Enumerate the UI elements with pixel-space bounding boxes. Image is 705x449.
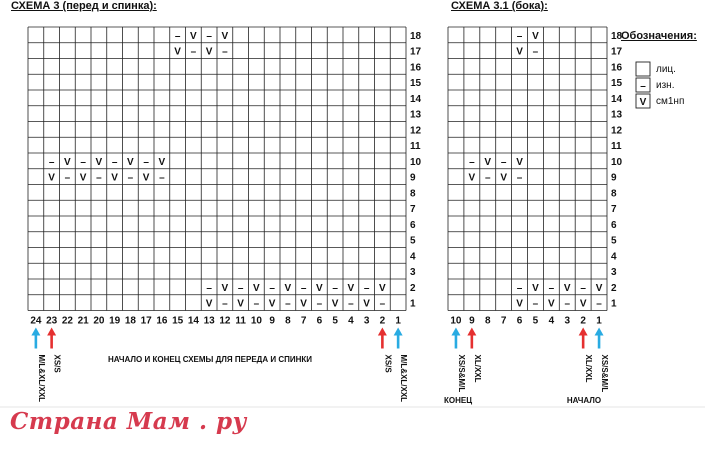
chart1-stitch-symbol: – bbox=[143, 156, 149, 168]
chart1-stitch-symbol: V bbox=[221, 282, 229, 294]
chart2-stitch-symbol: – bbox=[469, 156, 475, 168]
chart1-stitch-symbol: V bbox=[142, 172, 150, 184]
chart1-stitch-symbol: – bbox=[206, 282, 212, 294]
chart1-row-label: 18 bbox=[410, 30, 422, 42]
chart2-arrow-head bbox=[595, 328, 604, 336]
chart1-stitch-symbol: – bbox=[253, 298, 260, 310]
chart1-col-label: 12 bbox=[219, 315, 231, 327]
legend-item-knit-label: лиц. bbox=[656, 64, 676, 75]
chart2-stitch-symbol: V bbox=[516, 156, 523, 168]
chart1-stitch-symbol: – bbox=[190, 46, 197, 58]
chart1-stitch-symbol: – bbox=[64, 172, 71, 184]
chart2-row-label: 4 bbox=[611, 251, 617, 263]
chart2-row-label: 17 bbox=[611, 46, 623, 58]
chart1-row-label: 11 bbox=[410, 141, 421, 153]
chart2-row-label: 15 bbox=[611, 78, 623, 90]
chart1-stitch-symbol: V bbox=[316, 282, 323, 294]
chart1-row-label: 15 bbox=[410, 78, 422, 90]
chart1-col-label: 20 bbox=[93, 315, 105, 327]
chart1-stitch-symbol: – bbox=[48, 156, 55, 168]
chart1-stitch-symbol: V bbox=[284, 282, 292, 294]
chart2-row-label: 6 bbox=[611, 219, 617, 231]
chart2-col-label: 5 bbox=[532, 315, 539, 327]
chart1-col-label: 4 bbox=[348, 315, 354, 327]
chart1-col-label: 15 bbox=[172, 315, 184, 327]
chart2-row-label: 12 bbox=[611, 125, 623, 137]
chart2-row-label: 5 bbox=[611, 235, 617, 247]
chart1-stitch-symbol: – bbox=[237, 282, 244, 294]
chart1-row-label: 2 bbox=[410, 282, 416, 294]
chart1-stitch-symbol: V bbox=[300, 298, 307, 310]
chart2-col-label: 2 bbox=[580, 315, 586, 327]
chart1-row-label: 14 bbox=[410, 93, 422, 105]
chart1-stitch-symbol: V bbox=[347, 282, 355, 294]
chart2-stitch-symbol: – bbox=[516, 30, 523, 42]
chart1-stitch-symbol: V bbox=[127, 156, 134, 168]
chart1-stitch-symbol: – bbox=[285, 298, 291, 310]
chart2-stitch-symbol: – bbox=[532, 298, 539, 310]
chart2-row-label: 13 bbox=[611, 109, 623, 121]
chart1-row-label: 6 bbox=[410, 219, 416, 231]
chart1-stitch-symbol: V bbox=[331, 298, 339, 310]
chart1-stitch-symbol: – bbox=[379, 298, 386, 310]
chart1-stitch-symbol: – bbox=[174, 30, 181, 42]
chart2-size-label: XL/XXL bbox=[472, 354, 482, 383]
chart2-col-label: 8 bbox=[484, 315, 491, 327]
chart2-stitch-symbol: V bbox=[468, 172, 476, 184]
chart2-stitch-symbol: V bbox=[548, 298, 555, 310]
chart2-col-label: 1 bbox=[596, 315, 602, 327]
chart1-stitch-symbol: V bbox=[174, 46, 181, 58]
chart1-row-label: 8 bbox=[410, 188, 416, 200]
chart1-title: СХЕМА 3 (перед и спинка): bbox=[11, 0, 157, 12]
chart1-stitch-symbol: V bbox=[64, 156, 71, 168]
chart1-stitch-symbol: – bbox=[80, 156, 86, 168]
chart1-col-label: 19 bbox=[109, 315, 121, 327]
chart1-row-label: 1 bbox=[410, 298, 416, 310]
chart1-col-label: 16 bbox=[156, 315, 168, 327]
chart1-stitch-symbol: V bbox=[190, 30, 197, 42]
chart2-stitch-symbol: V bbox=[532, 30, 539, 42]
chart1-stitch-symbol: – bbox=[348, 298, 354, 310]
chart1-col-label: 21 bbox=[77, 315, 89, 327]
chart1-stitch-symbol: V bbox=[158, 156, 166, 168]
chart1-row-label: 12 bbox=[410, 125, 422, 137]
site-watermark: Страна Мам . ру bbox=[10, 408, 247, 435]
chart2-row-label: 16 bbox=[611, 62, 623, 74]
chart2-title: СХЕМА 3.1 (бока): bbox=[451, 0, 548, 12]
chart1-stitch-symbol: V bbox=[379, 282, 386, 294]
chart1-stitch-symbol: – bbox=[300, 282, 307, 294]
chart2-row-label: 11 bbox=[611, 141, 622, 153]
chart1-caption: НАЧАЛО И КОНЕЦ СХЕМЫ ДЛЯ ПЕРЕДА И СПИНКИ bbox=[107, 355, 313, 364]
chart2-stitch-symbol: V bbox=[500, 172, 507, 184]
chart1-stitch-symbol: – bbox=[332, 282, 338, 294]
chart1-stitch-symbol: V bbox=[363, 298, 370, 310]
chart2-stitch-symbol: V bbox=[516, 46, 523, 58]
legend-purl-box-symbol: – bbox=[640, 81, 646, 92]
chart1-stitch-symbol: – bbox=[269, 282, 275, 294]
chart1-size-label: M/L&XL/XXL bbox=[36, 354, 46, 403]
chart1-size-label: XS/S bbox=[383, 354, 393, 373]
chart2-col-label: 4 bbox=[548, 315, 555, 327]
chart2-stitch-symbol: V bbox=[595, 282, 603, 294]
chart2-stitch-symbol: – bbox=[580, 282, 586, 294]
chart1-row-label: 7 bbox=[410, 204, 416, 216]
chart1-stitch-symbol: – bbox=[222, 298, 228, 310]
chart2-arrow-head bbox=[579, 328, 588, 336]
chart1-col-label: 8 bbox=[285, 315, 291, 327]
chart1-col-label: 14 bbox=[187, 315, 199, 327]
chart1-stitch-symbol: – bbox=[96, 172, 102, 184]
chart1-stitch-symbol: – bbox=[316, 298, 323, 310]
chart2-arrow-head bbox=[467, 328, 476, 336]
chart1-stitch-symbol: – bbox=[127, 172, 134, 184]
chart1-col-label: 17 bbox=[140, 315, 152, 327]
chart1-col-label: 13 bbox=[203, 315, 215, 327]
chart1-stitch-symbol: V bbox=[268, 298, 276, 310]
chart2-stitch-symbol: V bbox=[484, 156, 492, 168]
chart2-stitch-symbol: – bbox=[484, 172, 491, 184]
chart2-row-label: 1 bbox=[611, 298, 617, 310]
chart1-stitch-symbol: V bbox=[79, 172, 87, 184]
chart1-arrow-head bbox=[31, 328, 40, 336]
chart2-caption-start: НАЧАЛО bbox=[566, 396, 602, 405]
chart2-stitch-symbol: – bbox=[564, 298, 571, 310]
chart1-col-label: 22 bbox=[61, 315, 73, 327]
chart1-col-label: 10 bbox=[250, 315, 262, 327]
chart2-col-label: 7 bbox=[500, 315, 507, 327]
chart1-stitch-symbol: V bbox=[95, 156, 103, 168]
legend-knit-box bbox=[636, 62, 650, 76]
chart2-arrow-head bbox=[451, 328, 460, 336]
chart1-col-label: 5 bbox=[332, 315, 338, 327]
legend-slip-box-symbol: V bbox=[639, 97, 647, 108]
chart2-col-label: 9 bbox=[469, 315, 475, 327]
chart1-col-label: 9 bbox=[269, 315, 275, 327]
chart1-col-label: 23 bbox=[46, 315, 58, 327]
chart2-stitch-symbol: – bbox=[548, 282, 555, 294]
chart1-col-label: 6 bbox=[316, 315, 323, 327]
chart1-row-label: 17 bbox=[410, 46, 422, 58]
chart2-col-label: 10 bbox=[450, 315, 462, 327]
chart2-stitch-symbol: V bbox=[516, 298, 523, 310]
chart2-size-label: XS/S&M/L bbox=[456, 354, 466, 393]
chart1-col-label: 1 bbox=[395, 315, 401, 327]
chart1-col-label: 24 bbox=[30, 315, 42, 327]
chart2-stitch-symbol: V bbox=[563, 282, 571, 294]
chart1-stitch-symbol: V bbox=[253, 282, 260, 294]
chart1-arrow-head bbox=[394, 328, 403, 336]
chart2-size-label: XS/S&M/L bbox=[600, 354, 610, 393]
chart1-stitch-symbol: V bbox=[221, 30, 229, 42]
chart2-size-label: XL/XXL bbox=[584, 354, 594, 383]
chart1-size-label: XS/S bbox=[52, 354, 62, 373]
chart1-row-label: 16 bbox=[410, 62, 422, 74]
chart1-col-label: 11 bbox=[235, 315, 246, 327]
chart2-caption-end: КОНЕЦ bbox=[443, 396, 473, 405]
chart2-stitch-symbol: – bbox=[596, 298, 602, 310]
chart1-row-label: 4 bbox=[410, 251, 416, 263]
chart2-col-label: 3 bbox=[564, 315, 571, 327]
chart2-row-label: 8 bbox=[611, 188, 617, 200]
chart2-col-label: 6 bbox=[516, 315, 523, 327]
chart2-stitch-symbol: V bbox=[532, 282, 539, 294]
chart2-row-label: 10 bbox=[611, 156, 623, 168]
chart1-size-label: M/L&XL/XXL bbox=[399, 354, 409, 403]
chart1-row-label: 5 bbox=[410, 235, 416, 247]
chart1-col-label: 2 bbox=[379, 315, 386, 327]
chart2-row-label: 14 bbox=[611, 93, 623, 105]
chart1-row-label: 10 bbox=[410, 156, 422, 168]
chart2-stitch-symbol: – bbox=[516, 282, 523, 294]
chart1-arrow-head bbox=[47, 328, 56, 336]
chart2-row-label: 3 bbox=[611, 267, 617, 279]
chart1-row-label: 13 bbox=[410, 109, 422, 121]
chart1-stitch-symbol: – bbox=[222, 46, 228, 58]
chart1-stitch-symbol: – bbox=[111, 156, 118, 168]
chart1-stitch-symbol: V bbox=[111, 172, 118, 184]
chart1-stitch-symbol: V bbox=[237, 298, 244, 310]
chart2-row-label: 2 bbox=[611, 282, 617, 294]
chart1-arrow-head bbox=[378, 328, 387, 336]
legend-item-slip-label: см1нп bbox=[656, 96, 685, 107]
chart1-stitch-symbol: – bbox=[159, 172, 165, 184]
chart2-row-label: 7 bbox=[611, 204, 617, 216]
chart2-stitch-symbol: V bbox=[579, 298, 587, 310]
chart1-row-label: 3 bbox=[410, 267, 416, 279]
chart1-col-label: 3 bbox=[363, 315, 370, 327]
chart2-row-label: 9 bbox=[611, 172, 617, 184]
legend-title: Обозначения: bbox=[621, 30, 697, 42]
chart2-stitch-symbol: – bbox=[500, 156, 507, 168]
legend-item-purl-label: изн. bbox=[656, 80, 675, 91]
chart1-row-label: 9 bbox=[410, 172, 416, 184]
chart2-stitch-symbol: – bbox=[532, 46, 539, 58]
chart1-stitch-symbol: V bbox=[205, 298, 213, 310]
chart1-col-label: 7 bbox=[300, 315, 307, 327]
chart2-row-label: 18 bbox=[611, 30, 623, 42]
chart2-stitch-symbol: – bbox=[516, 172, 523, 184]
chart1-col-label: 18 bbox=[124, 315, 136, 327]
chart1-stitch-symbol: V bbox=[205, 46, 213, 58]
chart1-stitch-symbol: V bbox=[48, 172, 55, 184]
chart1-stitch-symbol: – bbox=[206, 30, 212, 42]
chart1-stitch-symbol: – bbox=[363, 282, 370, 294]
